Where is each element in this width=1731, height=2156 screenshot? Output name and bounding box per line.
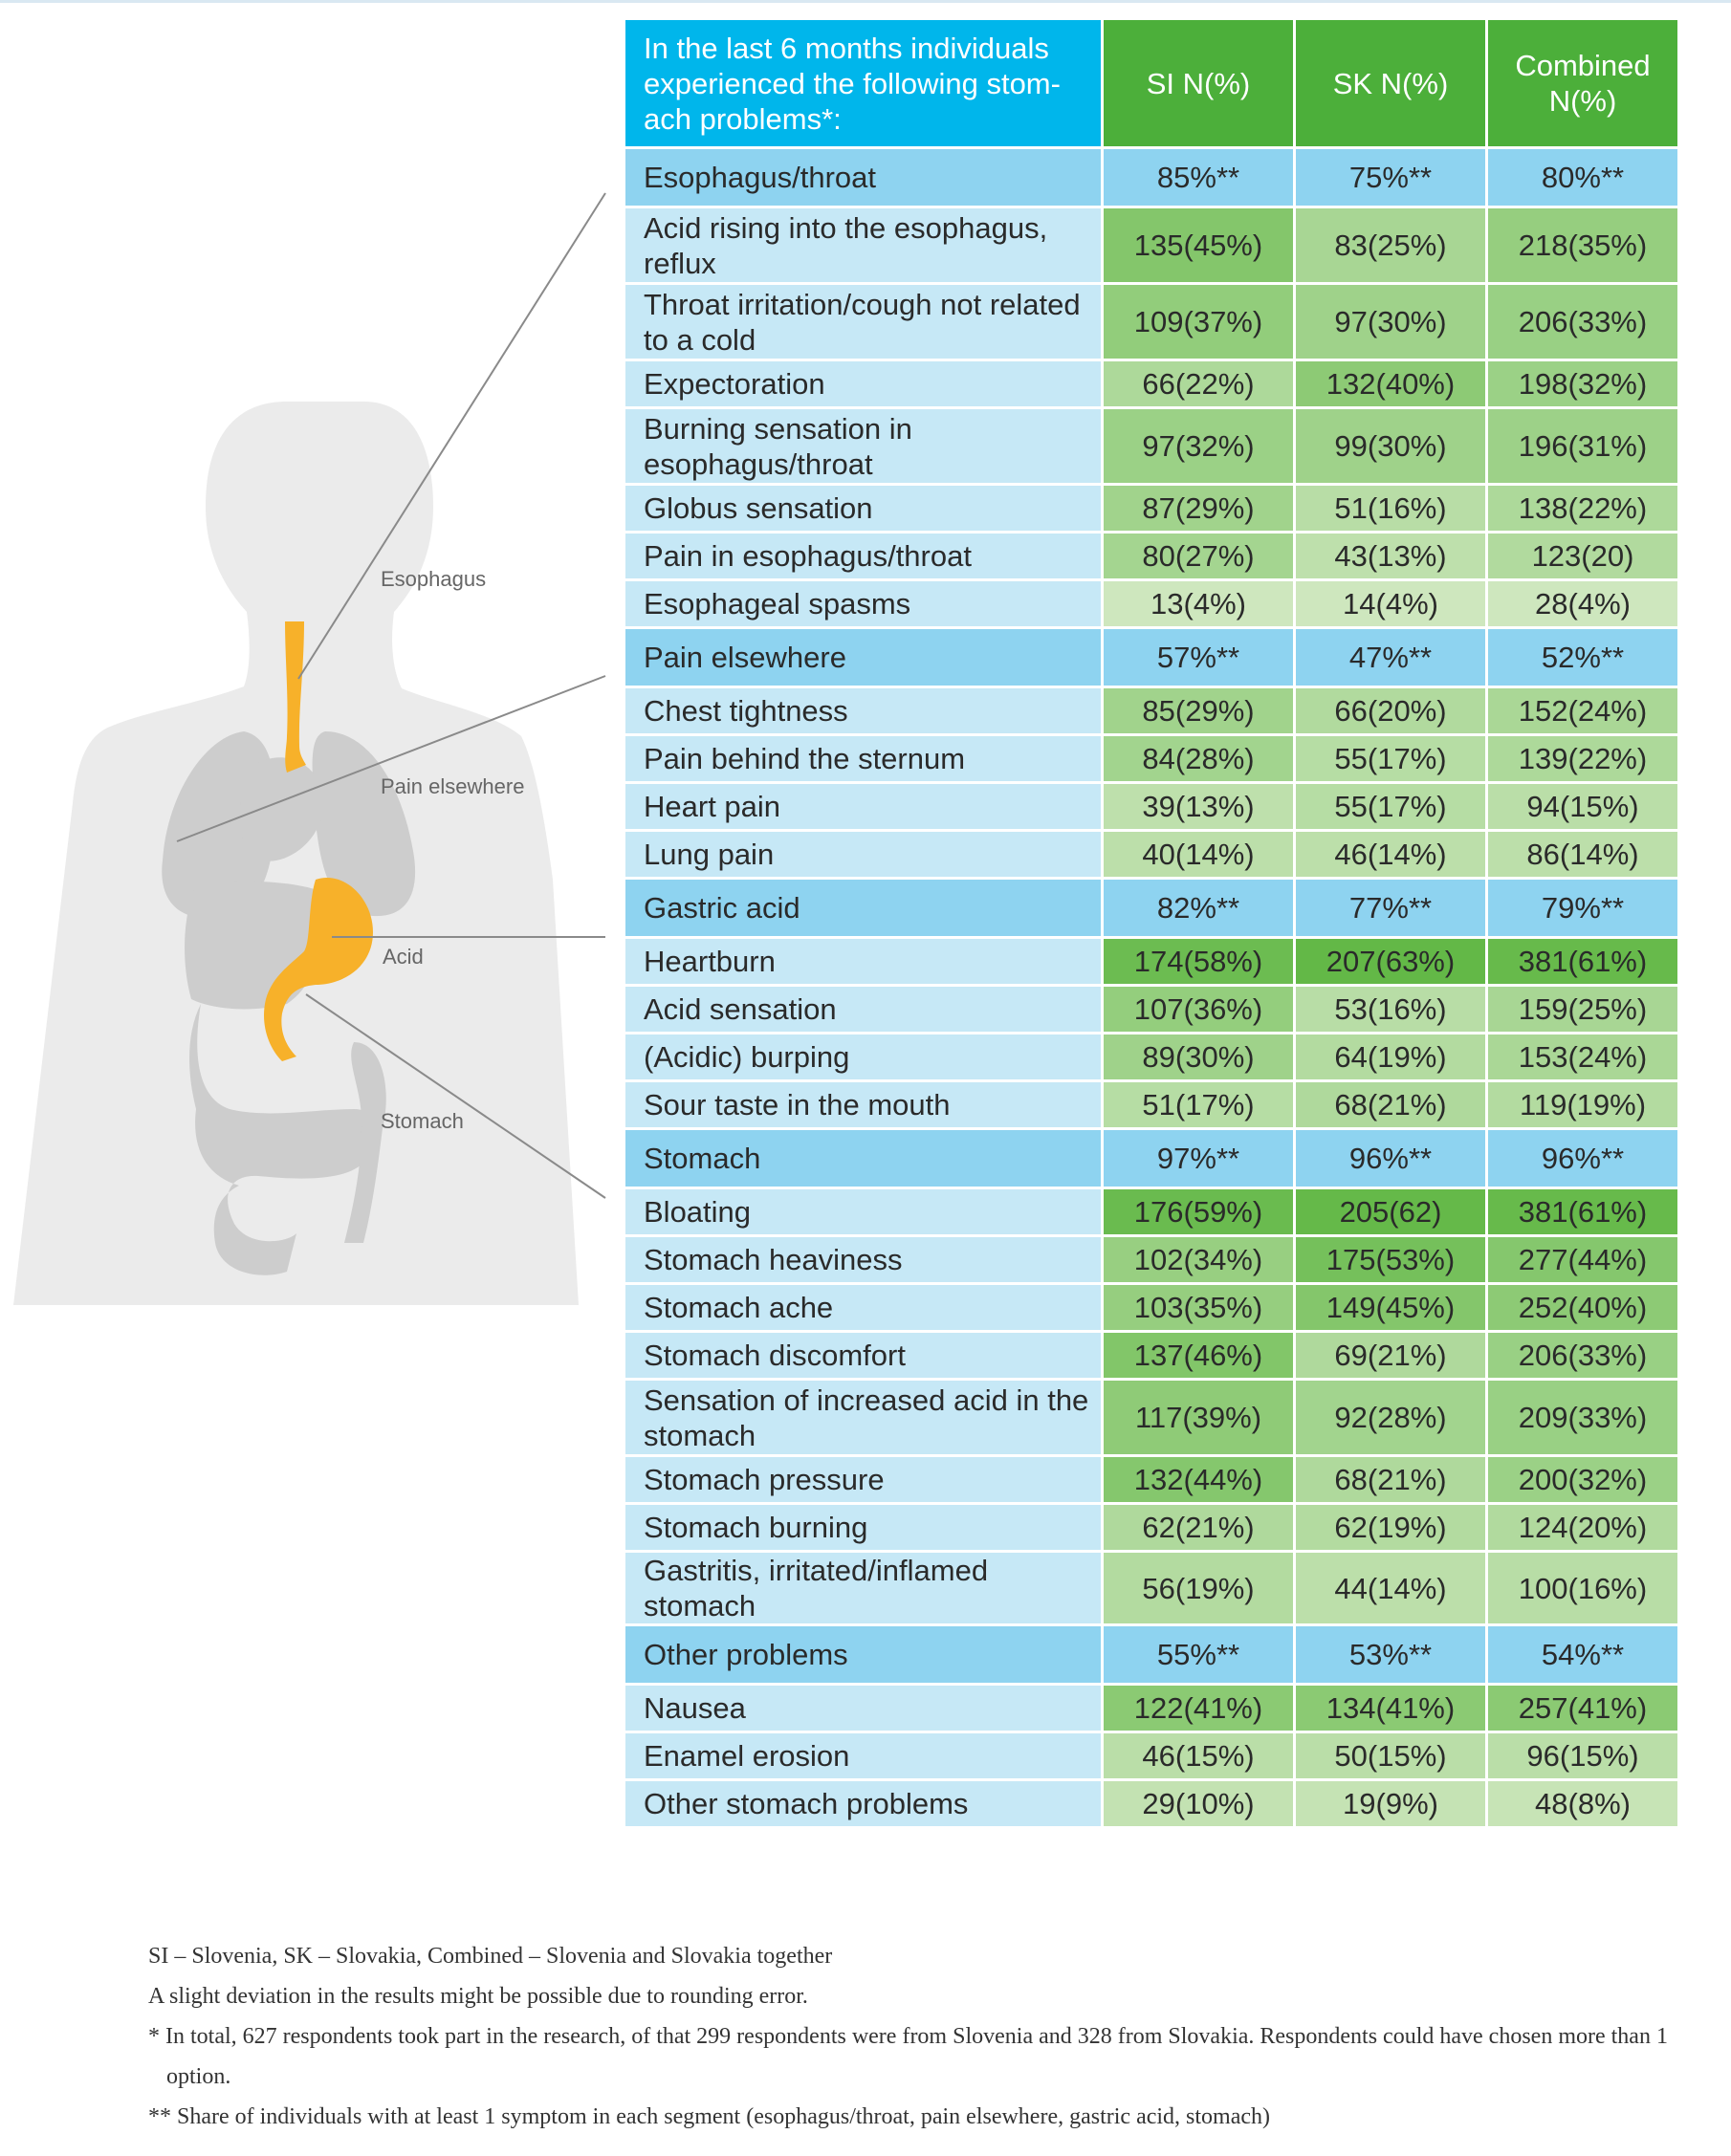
symptom-label: Stomach discomfort: [624, 1332, 1103, 1380]
symptom-label: Stomach ache: [624, 1284, 1103, 1332]
cell-sk: 132(40%): [1295, 360, 1487, 408]
table-row: [624, 687, 1679, 735]
cell-combined: 79%**: [1487, 879, 1679, 938]
cell-combined: 252(40%): [1487, 1284, 1679, 1332]
symptom-label: Other stomach problems: [624, 1780, 1103, 1828]
cell-si: 80(27%): [1103, 533, 1295, 580]
cell-si: 103(35%): [1103, 1284, 1295, 1332]
cell-combined: 159(25%): [1487, 986, 1679, 1034]
table-row: [624, 408, 1679, 485]
cell-si: 137(46%): [1103, 1332, 1295, 1380]
cell-si: 51(17%): [1103, 1081, 1295, 1129]
cell-combined: 152(24%): [1487, 687, 1679, 735]
cell-sk: 62(19%): [1295, 1504, 1487, 1552]
cell-sk: 97(30%): [1295, 284, 1487, 360]
symptom-label: Stomach heaviness: [624, 1236, 1103, 1284]
cell-combined: 80%**: [1487, 148, 1679, 207]
cell-combined: 52%**: [1487, 628, 1679, 687]
cell-sk: 68(21%): [1295, 1081, 1487, 1129]
cell-sk: 77%**: [1295, 879, 1487, 938]
table-row: [624, 360, 1679, 408]
cell-combined: 96%**: [1487, 1129, 1679, 1188]
table-row: [624, 1332, 1679, 1380]
acid-label: Acid: [383, 945, 424, 969]
symptom-label: Acid sensation: [624, 986, 1103, 1034]
cell-sk: 134(41%): [1295, 1685, 1487, 1732]
cell-sk: 69(21%): [1295, 1332, 1487, 1380]
cell-sk: 19(9%): [1295, 1780, 1487, 1828]
cell-si: 117(39%): [1103, 1380, 1295, 1456]
symptoms-table: [623, 17, 1680, 1829]
cell-si: 62(21%): [1103, 1504, 1295, 1552]
cell-sk: 96%**: [1295, 1129, 1487, 1188]
table-header-row: [624, 19, 1679, 148]
cell-si: 13(4%): [1103, 580, 1295, 628]
table-section-row: [624, 1129, 1679, 1188]
cell-sk: 55(17%): [1295, 735, 1487, 783]
symptom-label: Pain behind the sternum: [624, 735, 1103, 783]
table-row: [624, 1380, 1679, 1456]
cell-combined: 54%**: [1487, 1625, 1679, 1685]
cell-si: 85(29%): [1103, 687, 1295, 735]
cell-si: 97%**: [1103, 1129, 1295, 1188]
table-row: [624, 1284, 1679, 1332]
cell-sk: 207(63%): [1295, 938, 1487, 986]
symptom-label: Stomach burning: [624, 1504, 1103, 1552]
table-row: [624, 735, 1679, 783]
cell-combined: 209(33%): [1487, 1380, 1679, 1456]
symptom-label: Expectoration: [624, 360, 1103, 408]
cell-si: 56(19%): [1103, 1552, 1295, 1625]
cell-sk: 66(20%): [1295, 687, 1487, 735]
symptom-label: Gastritis, irritated/inflamed stomach: [624, 1552, 1103, 1625]
cell-combined: 96(15%): [1487, 1732, 1679, 1780]
cell-sk: 47%**: [1295, 628, 1487, 687]
footnotes: [148, 1936, 1678, 2137]
cell-si: 122(41%): [1103, 1685, 1295, 1732]
header-question: In the last 6 months individuals experienced the following stom-ach problems*:: [624, 19, 1103, 148]
symptom-label: Chest tightness: [624, 687, 1103, 735]
cell-sk: 50(15%): [1295, 1732, 1487, 1780]
table-row: [624, 831, 1679, 879]
cell-combined: 277(44%): [1487, 1236, 1679, 1284]
symptom-label: Throat irritation/cough not related to a cold: [624, 284, 1103, 360]
symptom-label: Globus sensation: [624, 485, 1103, 533]
table-row: [624, 1034, 1679, 1081]
table-row: [624, 1685, 1679, 1732]
cell-si: 57%**: [1103, 628, 1295, 687]
symptom-label: (Acidic) burping: [624, 1034, 1103, 1081]
symptom-label: Lung pain: [624, 831, 1103, 879]
table-row: [624, 1188, 1679, 1236]
pain-elsewhere-label: Pain elsewhere: [381, 774, 525, 798]
cell-sk: 99(30%): [1295, 408, 1487, 485]
symptom-label: Esophageal spasms: [624, 580, 1103, 628]
note-rounding: A slight deviation in the results might be possible due to rounding error.: [148, 1984, 808, 2009]
cell-sk: 14(4%): [1295, 580, 1487, 628]
cell-si: 97(32%): [1103, 408, 1295, 485]
table-row: [624, 1732, 1679, 1780]
table-row: [624, 783, 1679, 831]
stomach-label: Stomach: [381, 1109, 464, 1133]
header-combined: Combined N(%): [1487, 19, 1679, 148]
cell-si: 40(14%): [1103, 831, 1295, 879]
cell-sk: 75%**: [1295, 148, 1487, 207]
cell-sk: 53%**: [1295, 1625, 1487, 1685]
cell-sk: 46(14%): [1295, 831, 1487, 879]
body-diagram: [0, 0, 622, 1319]
cell-combined: 153(24%): [1487, 1034, 1679, 1081]
cell-combined: 94(15%): [1487, 783, 1679, 831]
cell-combined: 48(8%): [1487, 1780, 1679, 1828]
cell-sk: 68(21%): [1295, 1456, 1487, 1504]
section-label: Pain elsewhere: [624, 628, 1103, 687]
cell-sk: 55(17%): [1295, 783, 1487, 831]
table-row: [624, 1081, 1679, 1129]
symptom-label: Heart pain: [624, 783, 1103, 831]
table-section-row: [624, 148, 1679, 207]
cell-si: 102(34%): [1103, 1236, 1295, 1284]
cell-combined: 206(33%): [1487, 284, 1679, 360]
cell-si: 89(30%): [1103, 1034, 1295, 1081]
section-label: Esophagus/throat: [624, 148, 1103, 207]
cell-combined: 28(4%): [1487, 580, 1679, 628]
cell-si: 46(15%): [1103, 1732, 1295, 1780]
symptom-label: Burning sensation in esophagus/throat: [624, 408, 1103, 485]
section-label: Stomach: [624, 1129, 1103, 1188]
cell-combined: 200(32%): [1487, 1456, 1679, 1504]
cell-si: 174(58%): [1103, 938, 1295, 986]
cell-sk: 43(13%): [1295, 533, 1487, 580]
header-si: SI N(%): [1103, 19, 1295, 148]
symptom-label: Sensation of increased acid in the stomach: [624, 1380, 1103, 1456]
note-star2: ** Share of individuals with at least 1 symptom in each segment (esophagus/throat, pain elsewhere, gastric acid, stomach): [148, 2104, 1271, 2129]
cell-si: 109(37%): [1103, 284, 1295, 360]
table-row: [624, 533, 1679, 580]
cell-sk: 149(45%): [1295, 1284, 1487, 1332]
table-row: [624, 1552, 1679, 1625]
table-body: [624, 148, 1679, 1828]
cell-combined: 381(61%): [1487, 1188, 1679, 1236]
table-section-row: [624, 879, 1679, 938]
table-row: [624, 1504, 1679, 1552]
symptom-label: Bloating: [624, 1188, 1103, 1236]
table-row: [624, 1236, 1679, 1284]
note-abbreviations: SI – Slovenia, SK – Slovakia, Combined – Slovenia and Slovakia together: [148, 1944, 833, 1969]
table-row: [624, 485, 1679, 533]
cell-si: 55%**: [1103, 1625, 1295, 1685]
symptom-label: Sour taste in the mouth: [624, 1081, 1103, 1129]
table-row: [624, 284, 1679, 360]
symptom-label: Pain in esophagus/throat: [624, 533, 1103, 580]
table-row: [624, 580, 1679, 628]
cell-si: 66(22%): [1103, 360, 1295, 408]
symptom-label: Acid rising into the esophagus, reflux: [624, 207, 1103, 284]
table-section-row: [624, 628, 1679, 687]
cell-combined: 124(20%): [1487, 1504, 1679, 1552]
cell-si: 107(36%): [1103, 986, 1295, 1034]
cell-combined: 381(61%): [1487, 938, 1679, 986]
symptom-label: Enamel erosion: [624, 1732, 1103, 1780]
table-row: [624, 986, 1679, 1034]
cell-combined: 218(35%): [1487, 207, 1679, 284]
cell-combined: 206(33%): [1487, 1332, 1679, 1380]
esophagus-label: Esophagus: [381, 567, 487, 591]
cell-combined: 196(31%): [1487, 408, 1679, 485]
table-row: [624, 1456, 1679, 1504]
cell-sk: 44(14%): [1295, 1552, 1487, 1625]
cell-si: 84(28%): [1103, 735, 1295, 783]
cell-combined: 100(16%): [1487, 1552, 1679, 1625]
table-row: [624, 207, 1679, 284]
table-row: [624, 1780, 1679, 1828]
cell-sk: 175(53%): [1295, 1236, 1487, 1284]
table-row: [624, 938, 1679, 986]
cell-combined: 198(32%): [1487, 360, 1679, 408]
cell-si: 87(29%): [1103, 485, 1295, 533]
cell-sk: 53(16%): [1295, 986, 1487, 1034]
cell-combined: 138(22%): [1487, 485, 1679, 533]
cell-si: 132(44%): [1103, 1456, 1295, 1504]
cell-si: 135(45%): [1103, 207, 1295, 284]
header-sk: SK N(%): [1295, 19, 1487, 148]
note-star1: * In total, 627 respondents took part in the research, of that 299 respondents were from Slovenia and 328 from Slovakia. Respondents could have chosen more than 1 option.: [148, 2024, 1668, 2089]
symptom-label: Nausea: [624, 1685, 1103, 1732]
table-section-row: [624, 1625, 1679, 1685]
cell-si: 176(59%): [1103, 1188, 1295, 1236]
symptom-label: Stomach pressure: [624, 1456, 1103, 1504]
cell-sk: 51(16%): [1295, 485, 1487, 533]
cell-combined: 119(19%): [1487, 1081, 1679, 1129]
cell-si: 39(13%): [1103, 783, 1295, 831]
cell-combined: 257(41%): [1487, 1685, 1679, 1732]
cell-si: 29(10%): [1103, 1780, 1295, 1828]
cell-sk: 205(62): [1295, 1188, 1487, 1236]
section-label: Other problems: [624, 1625, 1103, 1685]
cell-combined: 123(20): [1487, 533, 1679, 580]
cell-sk: 92(28%): [1295, 1380, 1487, 1456]
cell-sk: 83(25%): [1295, 207, 1487, 284]
cell-combined: 139(22%): [1487, 735, 1679, 783]
cell-sk: 64(19%): [1295, 1034, 1487, 1081]
section-label: Gastric acid: [624, 879, 1103, 938]
cell-si: 82%**: [1103, 879, 1295, 938]
symptom-label: Heartburn: [624, 938, 1103, 986]
cell-si: 85%**: [1103, 148, 1295, 207]
cell-combined: 86(14%): [1487, 831, 1679, 879]
